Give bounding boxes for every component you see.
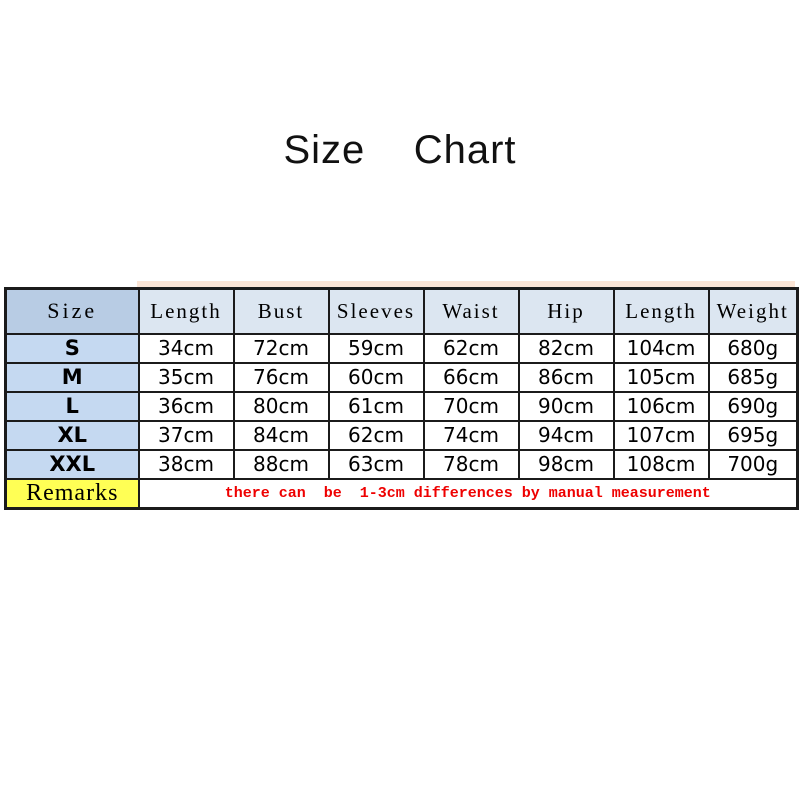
header-cell-size: Size — [6, 289, 139, 334]
header-cell-sleeves: Sleeves — [329, 289, 424, 334]
measurement-cell: 37cm — [139, 421, 234, 450]
measurement-cell: 62cm — [424, 334, 519, 363]
size-label-cell: S — [6, 334, 139, 363]
measurement-cell: 35cm — [139, 363, 234, 392]
measurement-cell: 98cm — [519, 450, 614, 479]
remarks-label-cell: Remarks — [6, 479, 139, 509]
measurement-cell: 36cm — [139, 392, 234, 421]
table-row-xl — [6, 421, 798, 450]
size-label-cell: M — [6, 363, 139, 392]
header-cell-length: Length — [139, 289, 234, 334]
measurement-cell: 63cm — [329, 450, 424, 479]
header-cell-hip: Hip — [519, 289, 614, 334]
measurement-cell: 60cm — [329, 363, 424, 392]
header-cell-waist: Waist — [424, 289, 519, 334]
header-cell-bust: Bust — [234, 289, 329, 334]
measurement-cell: 685g — [709, 363, 798, 392]
measurement-cell: 34cm — [139, 334, 234, 363]
measurement-cell: 61cm — [329, 392, 424, 421]
header-cell-length2: Length — [614, 289, 709, 334]
measurement-cell: 88cm — [234, 450, 329, 479]
measurement-cell: 106cm — [614, 392, 709, 421]
measurement-cell: 66cm — [424, 363, 519, 392]
measurement-cell: 59cm — [329, 334, 424, 363]
measurement-cell: 72cm — [234, 334, 329, 363]
table-header-row — [6, 289, 798, 334]
size-label-cell: XXL — [6, 450, 139, 479]
table-row-xxl — [6, 450, 798, 479]
measurement-cell: 82cm — [519, 334, 614, 363]
measurement-cell: 700g — [709, 450, 798, 479]
measurement-cell: 76cm — [234, 363, 329, 392]
measurement-cell: 104cm — [614, 334, 709, 363]
table-row-l — [6, 392, 798, 421]
measurement-cell: 86cm — [519, 363, 614, 392]
measurement-cell: 690g — [709, 392, 798, 421]
measurement-cell: 105cm — [614, 363, 709, 392]
measurement-cell: 107cm — [614, 421, 709, 450]
table-row-m — [6, 363, 798, 392]
measurement-cell: 74cm — [424, 421, 519, 450]
measurement-cell: 108cm — [614, 450, 709, 479]
measurement-cell: 90cm — [519, 392, 614, 421]
measurement-cell: 38cm — [139, 450, 234, 479]
remarks-text-cell: there can be 1-3cm differences by manual measurement — [139, 479, 798, 509]
measurement-cell: 84cm — [234, 421, 329, 450]
measurement-cell: 94cm — [519, 421, 614, 450]
size-label-cell: L — [6, 392, 139, 421]
measurement-cell: 80cm — [234, 392, 329, 421]
measurement-cell: 695g — [709, 421, 798, 450]
page-title: Size Chart — [283, 128, 517, 172]
remarks-row — [6, 479, 798, 509]
measurement-cell: 680g — [709, 334, 798, 363]
size-label-cell: XL — [6, 421, 139, 450]
size-chart-table — [4, 287, 799, 510]
measurement-cell: 70cm — [424, 392, 519, 421]
header-cell-weight: Weight — [709, 289, 798, 334]
measurement-cell: 78cm — [424, 450, 519, 479]
measurement-cell: 62cm — [329, 421, 424, 450]
table-row-s — [6, 334, 798, 363]
